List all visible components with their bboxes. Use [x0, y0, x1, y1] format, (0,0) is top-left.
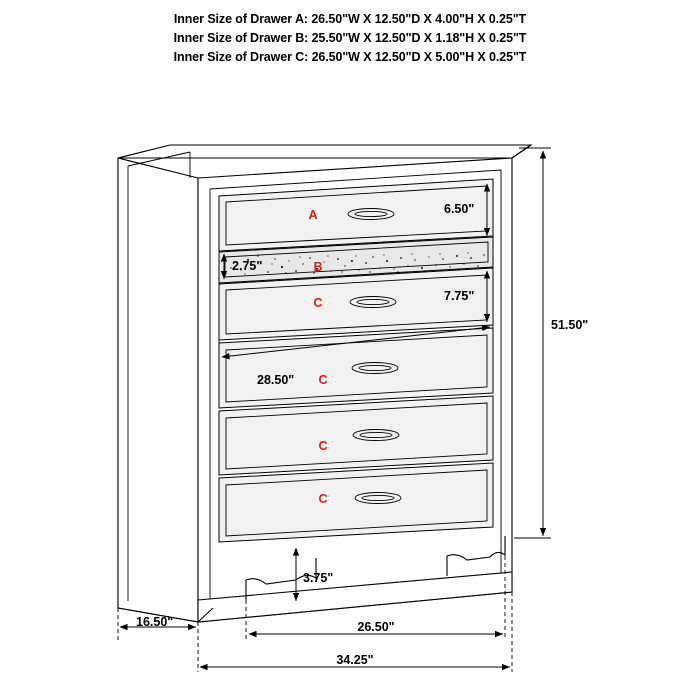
dim-label-total-width: 34.25": [336, 653, 374, 667]
drawer-label-a: A: [308, 208, 318, 222]
spec-line-drawer-c: Inner Size of Drawer C: 26.50"W X 12.50"D X 5.00"H X 0.25"T: [173, 50, 527, 64]
dim-label-total-height: 51.50": [551, 318, 589, 332]
dim-label-drawer-a-height: 6.50": [444, 202, 475, 216]
dimension-total-width: [200, 653, 510, 667]
cabinet-top-panel: [118, 145, 531, 158]
dim-label-depth: 16.50": [136, 615, 174, 629]
drawer-label-c2: C: [318, 373, 328, 387]
dim-label-drawer-b-height: 2.75": [232, 259, 263, 273]
drawer-label-c4: C: [318, 492, 328, 506]
drawer-label-c3: C: [318, 439, 328, 453]
dim-label-drawer-c-height: 7.75": [444, 289, 475, 303]
dim-label-foot-height: 3.75": [303, 571, 334, 585]
dimension-base-width: [249, 620, 503, 634]
dim-label-base-width: 26.50": [357, 620, 395, 634]
cabinet-left-side: [118, 158, 198, 622]
spec-line-drawer-a: Inner Size of Drawer A: 26.50"W X 12.50"D X 4.00"H X 0.25"T: [173, 12, 527, 26]
spec-line-drawer-b: Inner Size of Drawer B: 25.50"W X 12.50"D X 1.18"H X 0.25"T: [173, 31, 527, 45]
dim-label-drawer-width: 28.50": [257, 373, 295, 387]
dimension-total-height: [514, 148, 588, 538]
drawer-label-b: B: [313, 260, 323, 274]
drawer-label-c1: C: [313, 296, 323, 310]
